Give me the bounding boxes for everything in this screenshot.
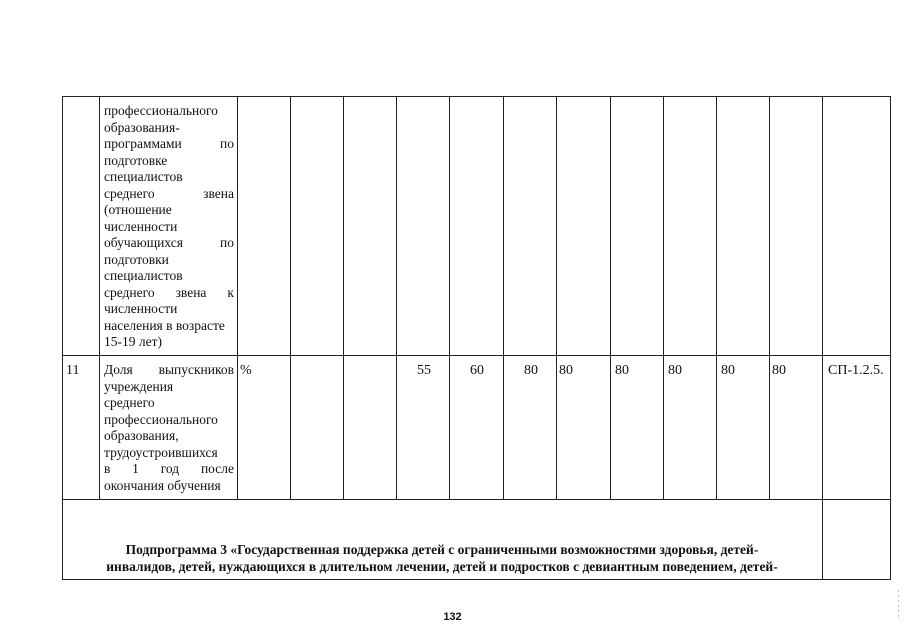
table-border-bottom — [62, 579, 891, 580]
description-line: в 1 год после — [104, 461, 234, 476]
column-divider — [503, 96, 504, 500]
column-divider — [822, 96, 823, 580]
row-divider — [62, 499, 891, 500]
indicator-description — [104, 362, 234, 494]
description-line: подготовке — [104, 152, 168, 168]
description-line: программами по — [104, 136, 234, 151]
description-line: образования, — [104, 428, 179, 443]
description-line: численности — [104, 301, 178, 316]
subprogram-heading-line: инвалидов, детей, нуждающихся в длительном лечении, детей и подростков с девиантным поведением, детей- — [106, 559, 778, 574]
value-cell: 80 — [559, 363, 573, 378]
description-line: образования- — [104, 119, 180, 135]
value-cell: 80 — [668, 363, 682, 378]
description-line: (отношение — [104, 202, 172, 217]
description-line: обучающихся по — [104, 235, 234, 250]
description-line: трудоустроившихся — [104, 444, 218, 460]
column-divider — [610, 96, 611, 500]
value-cell: 80 — [772, 363, 786, 378]
column-divider — [449, 96, 450, 500]
column-divider — [769, 96, 770, 500]
value-cell: 80 — [721, 363, 735, 378]
description-line: специалистов — [104, 169, 183, 184]
column-divider — [396, 96, 397, 500]
program-code: СП-1.2.5. — [828, 363, 884, 378]
column-divider — [716, 96, 717, 500]
description-line: численности — [104, 218, 178, 234]
table-border-left — [62, 96, 63, 580]
row-number: 11 — [66, 363, 80, 378]
column-divider — [237, 96, 238, 500]
subprogram-heading-line: Подпрограмма 3 «Государственная поддержка детей с ограниченными возможностями здоровья, детей- — [125, 542, 759, 557]
value-cell: 80 — [524, 363, 538, 378]
description-line: профессионального — [104, 411, 218, 427]
description-line: среднего — [104, 395, 155, 410]
subprogram-heading — [62, 541, 822, 575]
row-divider — [62, 355, 891, 356]
description-line: учреждения — [104, 378, 174, 394]
value-cell: 55 — [417, 363, 431, 378]
description-line: 15-19 лет) — [104, 334, 162, 349]
description-line: населения в возрасте — [104, 317, 225, 333]
page-number: 132 — [443, 611, 462, 623]
description-line: среднего звена — [104, 185, 234, 201]
column-divider — [663, 96, 664, 500]
column-divider — [99, 96, 100, 500]
column-divider — [290, 96, 291, 500]
indicator-description-continued — [104, 103, 234, 351]
table-border-top — [62, 96, 891, 97]
unit-cell: % — [240, 363, 252, 378]
description-line: профессионального — [104, 103, 218, 118]
description-line: подготовки — [104, 251, 169, 267]
description-line: Доля выпускников — [104, 362, 234, 377]
value-cell: 60 — [470, 363, 484, 378]
scan-edge-mark — [898, 590, 899, 620]
column-divider — [556, 96, 557, 500]
column-divider — [343, 96, 344, 500]
description-line: специалистов — [104, 268, 183, 283]
value-cell: 80 — [615, 363, 629, 378]
table-border-right — [890, 96, 891, 580]
description-line: среднего звена к — [104, 284, 234, 300]
description-line: окончания обучения — [104, 477, 221, 493]
